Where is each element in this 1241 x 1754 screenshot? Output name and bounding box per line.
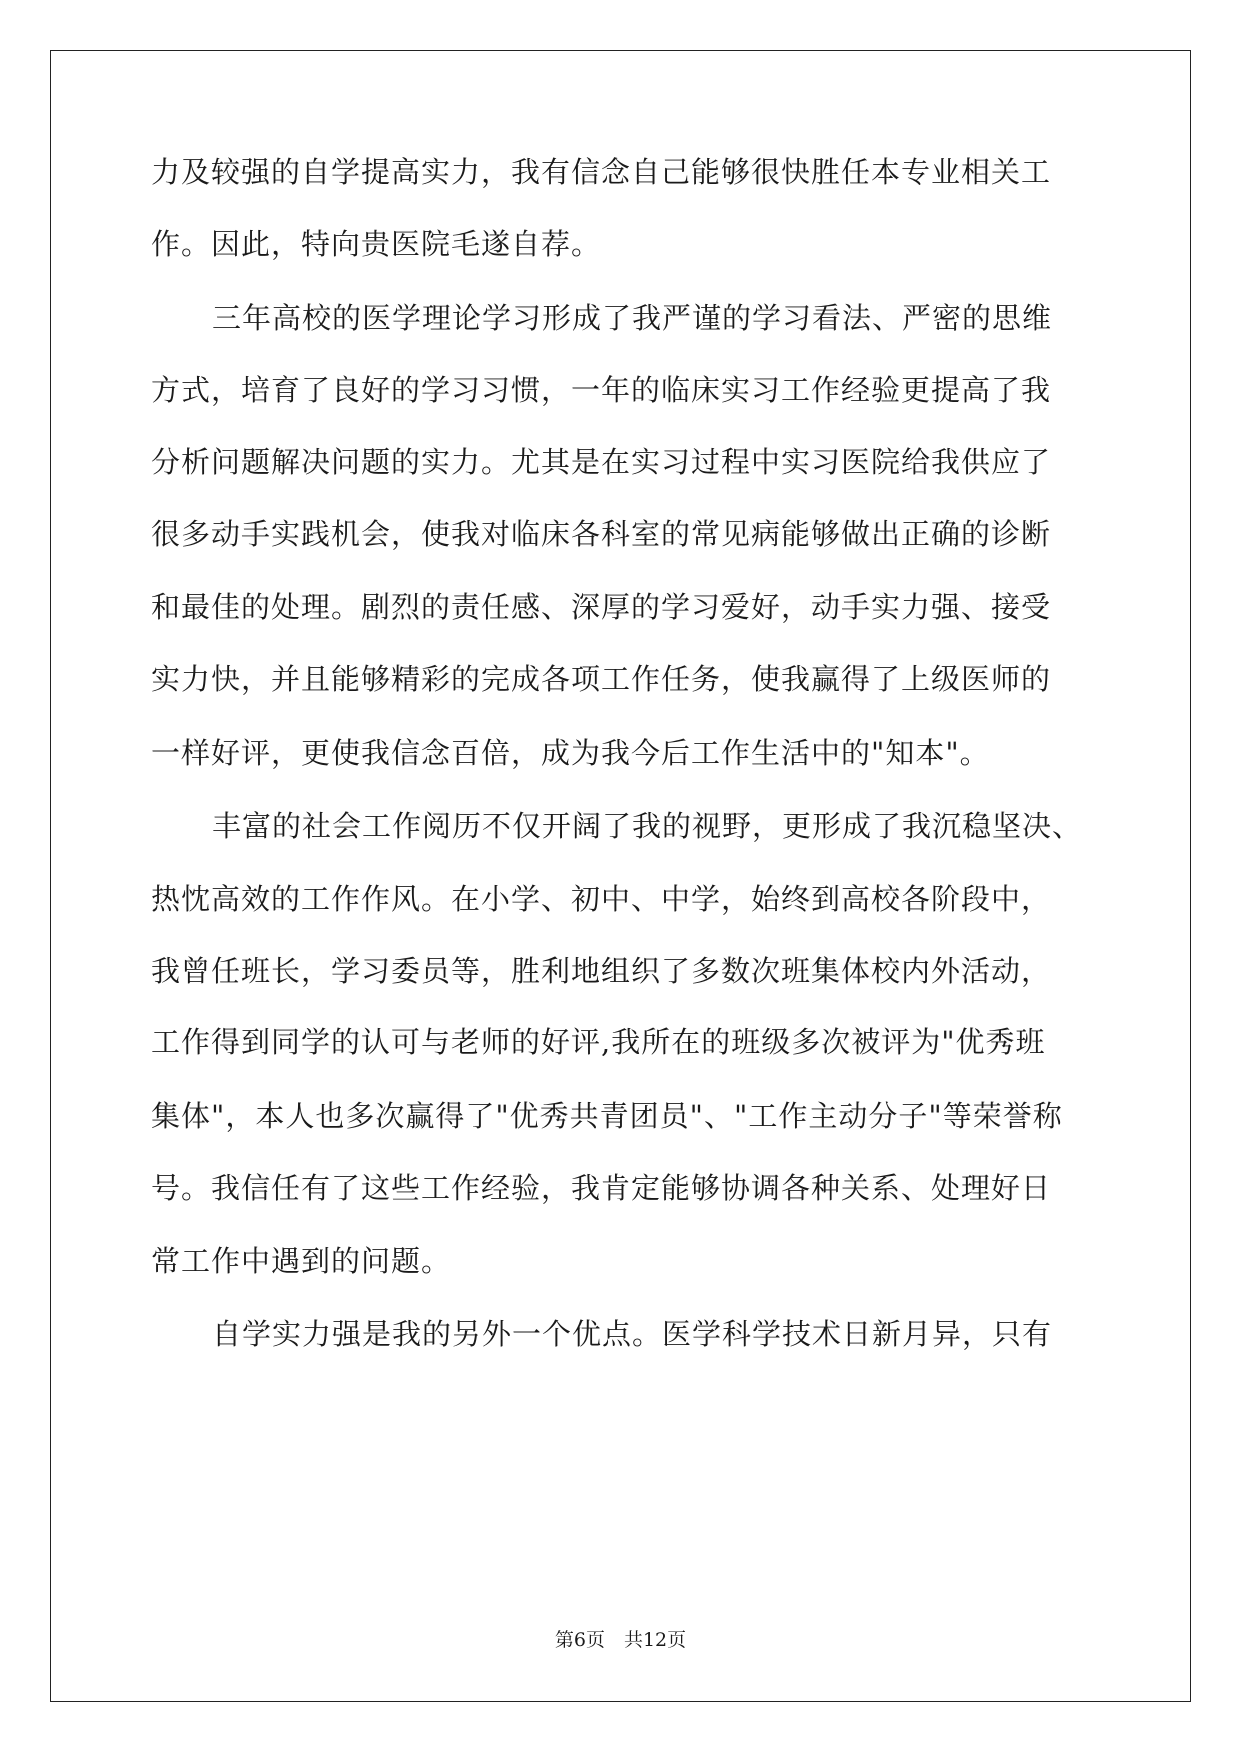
text-line: 我曾任班长，学习委员等，胜利地组织了多数次班集体校内外活动， [151, 954, 1052, 988]
text-line: 一样好评，更使我信念百倍，成为我今后工作生活中的"知本"。 [151, 736, 990, 770]
text-line: 热忱高效的工作作风。在小学、初中、中学，始终到高校各阶段中， [151, 882, 1052, 916]
text-line: 作。因此，特向贵医院毛遂自荐。 [151, 227, 602, 261]
text-line: 分析问题解决问题的实力。尤其是在实习过程中实习医院给我供应了 [151, 445, 1052, 479]
text-line: 力及较强的自学提高实力，我有信念自己能够很快胜任本专业相关工 [151, 155, 1052, 189]
text-line: 方式，培育了良好的学习习惯，一年的临床实习工作经验更提高了我 [151, 373, 1052, 407]
paragraph-start-line: 丰富的社会工作阅历不仅开阔了我的视野，更形成了我沉稳坚决、 [212, 809, 1083, 843]
text-line: 工作得到同学的认可与老师的好评,我所在的班级多次被评为"优秀班 [151, 1025, 1046, 1059]
page-number-footer: 第6页 共12页 [554, 1629, 687, 1651]
text-line: 集体"，本人也多次赢得了"优秀共青团员"、"工作主动分子"等荣誉称 [151, 1099, 1063, 1133]
text-line: 很多动手实践机会，使我对临床各科室的常见病能够做出正确的诊断 [151, 517, 1052, 551]
text-line: 和最佳的处理。剧烈的责任感、深厚的学习爱好，动手实力强、接受 [151, 590, 1052, 624]
text-line: 号。我信任有了这些工作经验，我肯定能够协调各种关系、处理好日 [151, 1171, 1052, 1205]
text-line: 实力快，并且能够精彩的完成各项工作任务，使我赢得了上级医师的 [151, 662, 1052, 696]
paragraph-start-line: 自学实力强是我的另外一个优点。医学科学技术日新月异，只有 [212, 1317, 1053, 1351]
paragraph-start-line: 三年高校的医学理论学习形成了我严谨的学习看法、严密的思维 [212, 301, 1053, 335]
text-line: 常工作中遇到的问题。 [151, 1244, 452, 1278]
